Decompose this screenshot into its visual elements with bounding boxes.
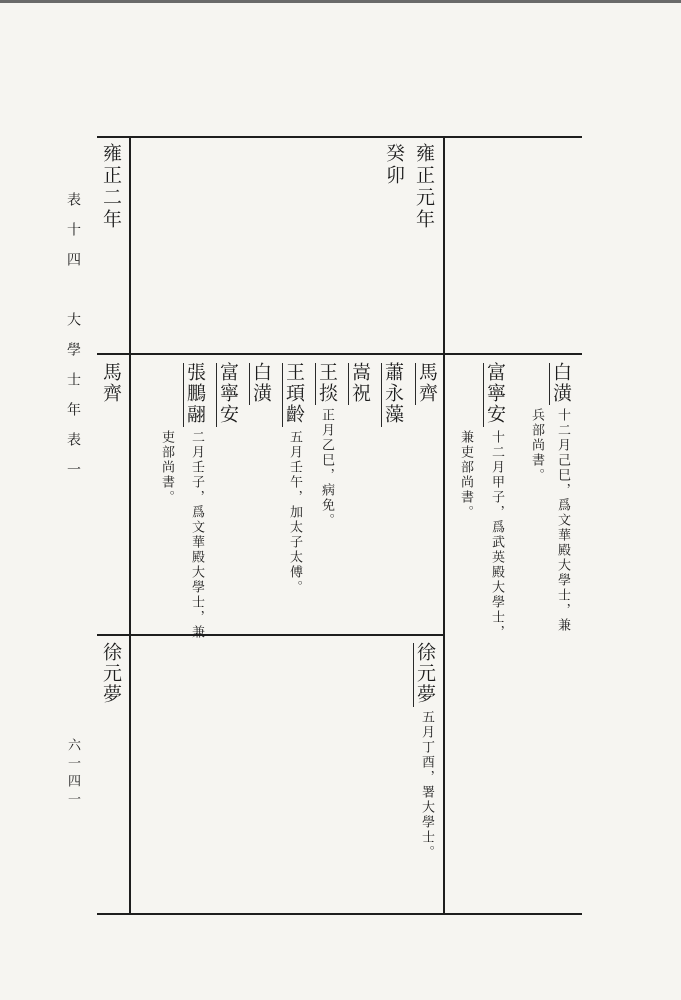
mid-name-bai-huang: 白潢 (250, 362, 272, 404)
side-running-title: 表十四 大學士年表一 (65, 192, 81, 492)
right-detail-bai-huang-1: 十二月己巳，爲文華殿大學士，兼 (555, 408, 570, 633)
mid-name-zhang-penghe: 張鵬翮 (184, 362, 206, 425)
year-header-2: 雍正元年 (413, 143, 435, 231)
page-number: 六一四一 (65, 738, 80, 810)
mid-name-xu-yuanmeng: 徐元夢 (414, 642, 436, 705)
mid-name-fu-ningan: 富寧安 (217, 362, 239, 425)
right-detail-fu-ningan-1: 十二月甲子，爲武英殿大學士， (489, 430, 504, 640)
table-top-rule (97, 136, 582, 138)
mid-detail-zhang-penghe-1: 二月壬子，爲文華殿大學士，兼 (189, 430, 204, 640)
year-header-3: 雍正二年 (100, 143, 122, 231)
table-bottom-rule (97, 913, 582, 915)
table-mid-rule (97, 353, 582, 355)
column-divider-left (129, 136, 131, 913)
right-name-bai-huang: 白潢 (550, 362, 572, 404)
mid-name-wang-shan: 王掞 (316, 362, 338, 404)
mid-detail-zhang-penghe-2: 吏部尚書。 (159, 430, 174, 505)
scan-top-border (0, 0, 681, 3)
left-name-xu-yuanmeng: 徐元夢 (100, 642, 122, 705)
column-divider-right (443, 136, 445, 913)
mid-name-song-zhu: 嵩祝 (349, 362, 371, 404)
right-name-fu-ningan: 富寧安 (484, 362, 506, 425)
mid-name-ma-qi: 馬齊 (416, 362, 438, 404)
left-name-ma-qi: 馬齊 (100, 362, 122, 404)
mid-name-xiao-yongzao: 蕭永藻 (382, 362, 404, 425)
mid-name-wang-xuling: 王頊齡 (283, 362, 305, 425)
mid-detail-xu-yuanmeng: 五月丁酉，署大學士。 (419, 710, 434, 860)
table-lower-rule (97, 634, 445, 636)
year-header-2-ganzhi: 癸卯 (383, 143, 405, 187)
right-detail-bai-huang-2: 兵部尚書。 (529, 408, 544, 483)
mid-detail-wang-shan: 正月乙巳，病免。 (319, 408, 334, 528)
right-detail-fu-ningan-2: 兼吏部尚書。 (458, 430, 473, 520)
mid-detail-wang-xuling: 五月壬午，加太子太傅。 (287, 430, 302, 595)
